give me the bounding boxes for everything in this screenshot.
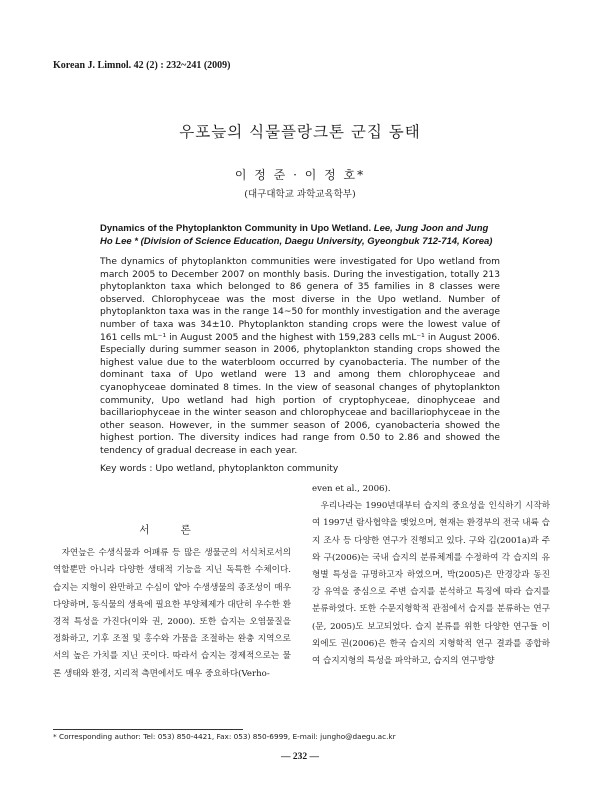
corresponding-author-footnote: * Corresponding author: Tel: 053) 850-4421, Fax: 053) 850-6999, E-mail: jungho@daegu.ac.kr [53,732,396,741]
footnote-divider [53,729,243,730]
affiliation: (대구대학교 과학교육학부) [244,189,356,200]
english-title: Dynamics of the Phytoplankton Community in Upo Wetland. [100,223,372,234]
paper-title: 우포늪의 식물플랑크톤 군집 동태 [179,123,421,141]
journal-citation: Korean J. Limnol. 42 (2) : 232~241 (2009) [53,60,231,71]
author-list: 이 정 준 · 이 정 호* [234,168,366,182]
left-column [53,508,291,683]
english-authors-affiliation: Lee, Jung Joon and Jung Ho Lee * (Division of Science Education, Daegu University, Gyeongbuk 712-714, Korea) [100,223,493,247]
section-heading-introduction: 서 론 [139,524,205,536]
abstract-text: The dynamics of phytoplankton communities were investigated for Upo wetland from march 2005 to December 2007 on monthly basis. During the investigation, totally 213 phytoplankton taxa which belonged to 86 genera of 35 families in 8 classes were observed. Chlorophyceae was the most diverse in the Upo wetland. Number of phytoplankton taxa was in the range 14~50 for monthly investigation and the average number of taxa was 34±10. Phytoplankton standing crops were the lowest value of 161 cells mL⁻¹ in August 2005 and the highest with 159,283 cells mL⁻¹ in August 2006. Especially during summer season in 2006, phytoplankton standing crops showed the highest value due to the waterbloom occurred by cyanobacteria. The number of the dominant taxa of Upo wetland were 13 and among them chlorophyceae and cyanophyceae dominated 8 times. In the view of seasonal changes of phytoplankton community, Upo wetland had high portion of cryptophyceae, dinophyceae and bacillariophyceae in the winter season and chlorophyceae and bacillariophyceae in the other season. However, in the summer season of 2006, cyanobacteria showed the highest portion. The diversity indices had range from 0.50 to 2.86 and showed the tendency of gradual decrease in each year. [100,257,500,456]
keywords: Key words : Upo wetland, phytoplankton community [100,464,339,474]
english-title-block [100,222,500,248]
intro-paragraph-1-continued: even et al., 2006). [312,484,391,494]
intro-paragraph-2: 우리나라는 1990년대부터 습지의 중요성을 인식하기 시작하여 1997년 람사협약을 맺었으며, 현재는 환경부의 전국 내륙 습지 조사 등 다양한 연구가 진행되고 있다. 구와 김(2001a)과 주와 구(2006)는 국내 습지의 분류체계를 수정하여 각 습지의 유형별 특성을 규명하고자 하였으며, 박(2005)은 만경강과 동진강 유역을 중심으로 주변 습지를 분석하고 특징에 따라 습지를 분류하였다. 또한 수문지형학적 관점에서 습지를 분류하는 연구(문, 2005)도 보고되었다. 습지 분류를 위한 다양한 연구들 이외에도 권(2006)은 한국 습지의 지형학적 연구 결과를 종합하여 습지지형의 특성을 파악하고, 습지의 연구방향 [312,501,550,667]
page-number: — 232 — [281,752,319,762]
intro-paragraph-1: 자연늪은 수생식물과 어패류 등 많은 생물군의 서식처로서의 역할뿐만 아니라 다양한 생태적 기능을 지닌 독특한 수체이다. 습지는 지형이 완만하고 수심이 얕아 수생생물의 종조성이 매우 다양하며, 동식물의 생육에 필요한 부양체제가 대단히 우수한 환경적 특성을 가진다(이와 권, 2000). 또한 습지는 오염물질을 정화하고, 기후 조절 및 홍수와 가뭄을 조절하는 완충 지역으로서의 높은 가치를 지닌 곳이다. 따라서 습지는 경제적으로는 물론 생태와 환경, 지리적 측면에서도 매우 중요하다(Verho- [53,548,291,679]
right-column [312,481,550,670]
abstract [100,256,500,458]
